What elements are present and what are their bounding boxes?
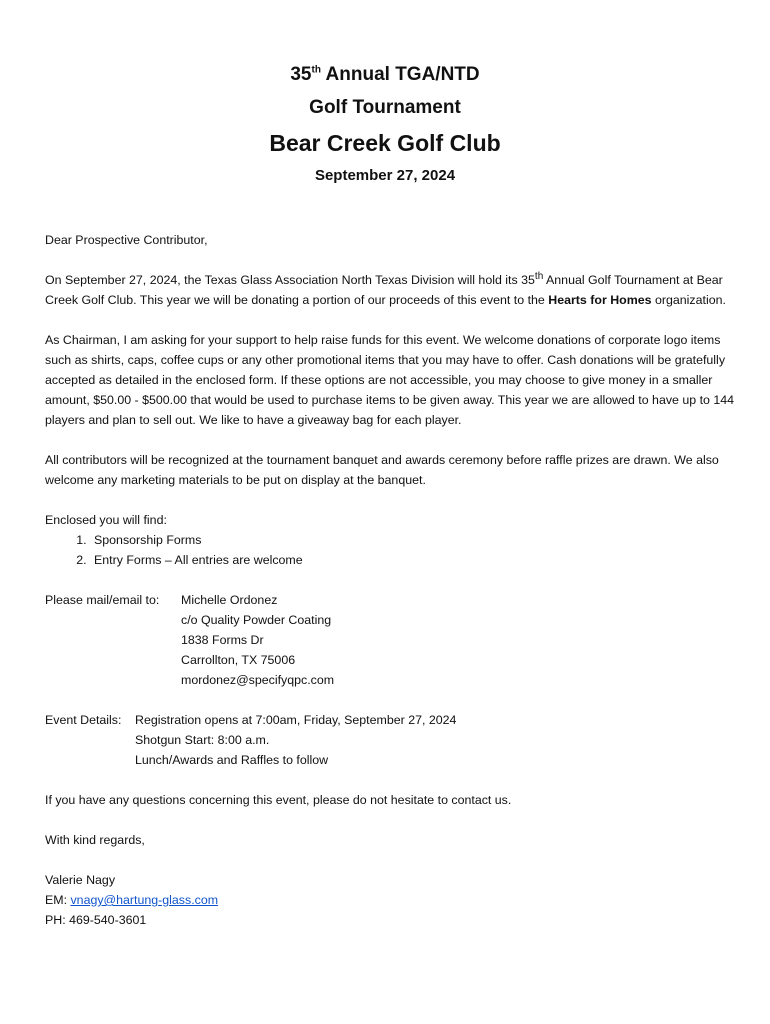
address-line: c/o Quality Powder Coating — [181, 613, 332, 627]
list-item: 1. Sponsorship Forms — [90, 530, 735, 550]
questions-text: If you have any questions concerning this event, please do not hesitate to contact us. — [45, 793, 512, 807]
enclosed-intro: Enclosed you will find: — [45, 513, 167, 527]
title-line-1: 35th Annual TGA/NTD — [290, 64, 480, 85]
paragraph-recognition: All contributors will be recognized at the tournament banquet and awards ceremony before raffle prizes are drawn. We also welcome any marketing materials to be put on display at the banquet. — [45, 453, 719, 487]
address-line: Carrollton, TX 75006 — [181, 653, 296, 667]
address-email: mordonez@specifyqpc.com — [181, 673, 335, 687]
address-line: Michelle Ordonez — [181, 593, 278, 607]
event-date: September 27, 2024 — [314, 167, 456, 184]
mail-section — [45, 590, 735, 690]
mail-label: Please mail/email to: — [45, 593, 160, 607]
signer-name: Valerie Nagy — [45, 873, 116, 887]
signature-block — [45, 870, 735, 930]
mail-address — [181, 590, 334, 690]
event-line: Shotgun Start: 8:00 a.m. — [135, 733, 270, 747]
signer-email-line: EM: vnagy@hartung-glass.com — [45, 893, 219, 907]
email-link[interactable]: vnagy@hartung-glass.com — [70, 893, 219, 907]
salutation: Dear Prospective Contributor, — [45, 233, 208, 247]
event-details — [135, 710, 456, 770]
list-item: 2. Entry Forms – All entries are welcome — [90, 550, 735, 570]
signer-phone: PH: 469-540-3601 — [45, 913, 147, 927]
event-line: Registration opens at 7:00am, Friday, September 27, 2024 — [135, 713, 457, 727]
venue-title: Bear Creek Golf Club — [269, 130, 501, 156]
paragraph-intro: On September 27, 2024, the Texas Glass Association North Texas Division will hold its 35th Annual Golf Tournament at Bear Creek Golf Club. This year we will be donating a portion of our proceeds of this event to the Hearts for Homes organization. — [45, 270, 726, 307]
address-line: 1838 Forms Dr — [181, 633, 264, 647]
event-section — [45, 710, 735, 770]
paragraph-support: As Chairman, I am asking for your support to help raise funds for this event. We welcome donations of corporate logo items such as shirts, caps, coffee cups or any other promotional items that you may have to offer. Cash donations will be gratefully accepted as detailed in the enclosed form. If these options are not accessible, you may choose to give money in a smaller amount, $50.00 - $500.00 that would be used to purchase items to be given away. This year we are allowed to have up to 144 players and plan to sell out. We like to have a giveaway bag for each player. — [45, 333, 735, 427]
closing-text: With kind regards, — [45, 833, 145, 847]
event-line: Lunch/Awards and Raffles to follow — [135, 753, 329, 767]
enclosed-list — [45, 530, 735, 570]
event-label: Event Details: — [45, 713, 122, 727]
title-line-2: Golf Tournament — [309, 97, 461, 118]
letter-body — [45, 230, 735, 930]
